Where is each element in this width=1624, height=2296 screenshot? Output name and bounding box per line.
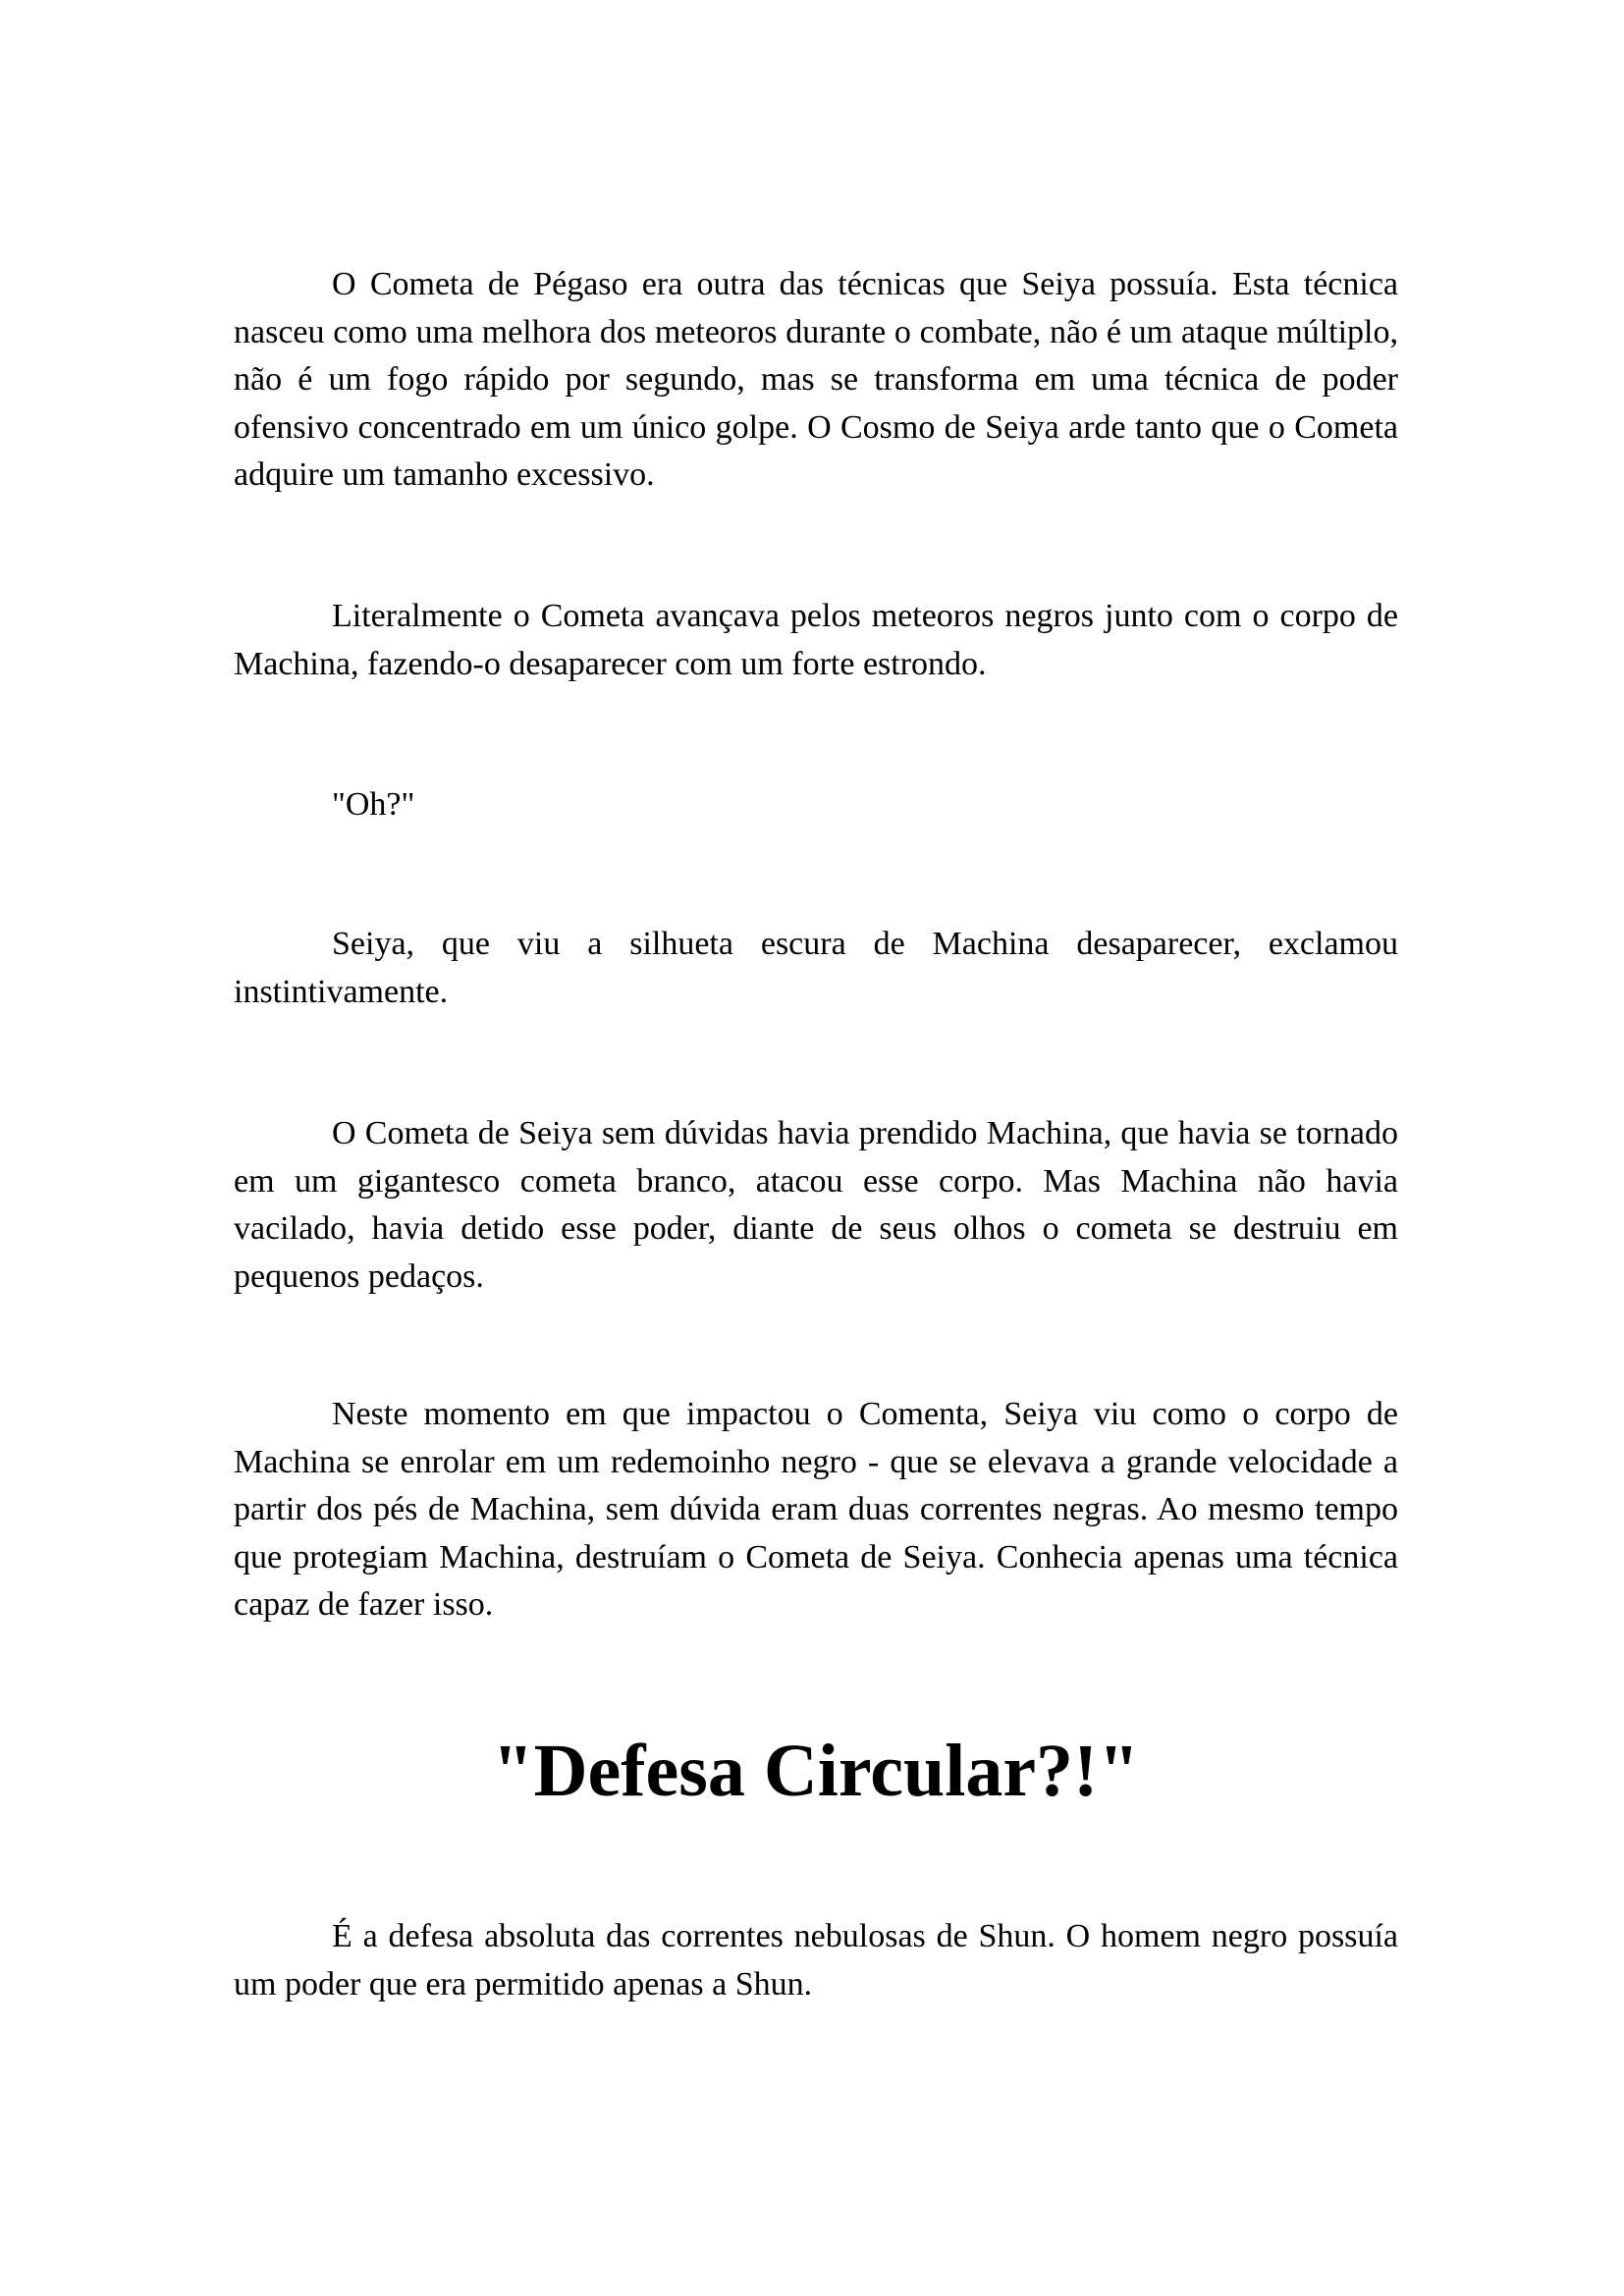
paragraph-comet-advances: Literalmente o Cometa avançava pelos meteoros negros junto com o corpo de Machina, fazendo-o desaparecer com um forte estrondo. [234,598,1398,682]
heading-circular-defense: "Defesa Circular?!" [492,1730,1140,1812]
paragraph-black-whirlwind: Neste momento em que impactou o Comenta, Seiya viu como o corpo de Machina se enrolar em um redemoinho negro - que se elevava a grande velocidade a partir dos pés de Machina, sem dúvida eram duas correntes negras. Ao mesmo tempo que protegiam Machina, destruíam o Cometa de Seiya. Conhecia apenas uma técnica capaz de fazer isso. [234,1396,1398,1623]
paragraph-absolute-defense: É a defesa absoluta das correntes nebulosas de Shun. O homem negro possuía um poder que era permitido apenas a Shun. [234,1918,1398,2002]
paragraph-oh-exclamation: "Oh?" [332,786,415,823]
paragraph-seiya-exclaims: Seiya, que viu a silhueta escura de Machina desaparecer, exclamou instintivamente. [234,926,1398,1010]
paragraph-comet-destroyed: O Cometa de Seiya sem dúvidas havia prendido Machina, que havia se tornado em um gigantesco cometa branco, atacou esse corpo. Mas Machina não havia vacilado, havia detido esse poder, diante de seus olhos o cometa se destruiu em pequenos pedaços. [234,1115,1398,1295]
paragraph-pegasus-comet: O Cometa de Pégaso era outra das técnicas que Seiya possuía. Esta técnica nasceu como uma melhora dos meteoros durante o combate, não é um ataque múltiplo, não é um fogo rápido por segundo, mas se transforma em uma técnica de poder ofensivo concentrado em um único golpe. O Cosmo de Seiya arde tanto que o Cometa adquire um tamanho excessivo. [234,266,1398,493]
